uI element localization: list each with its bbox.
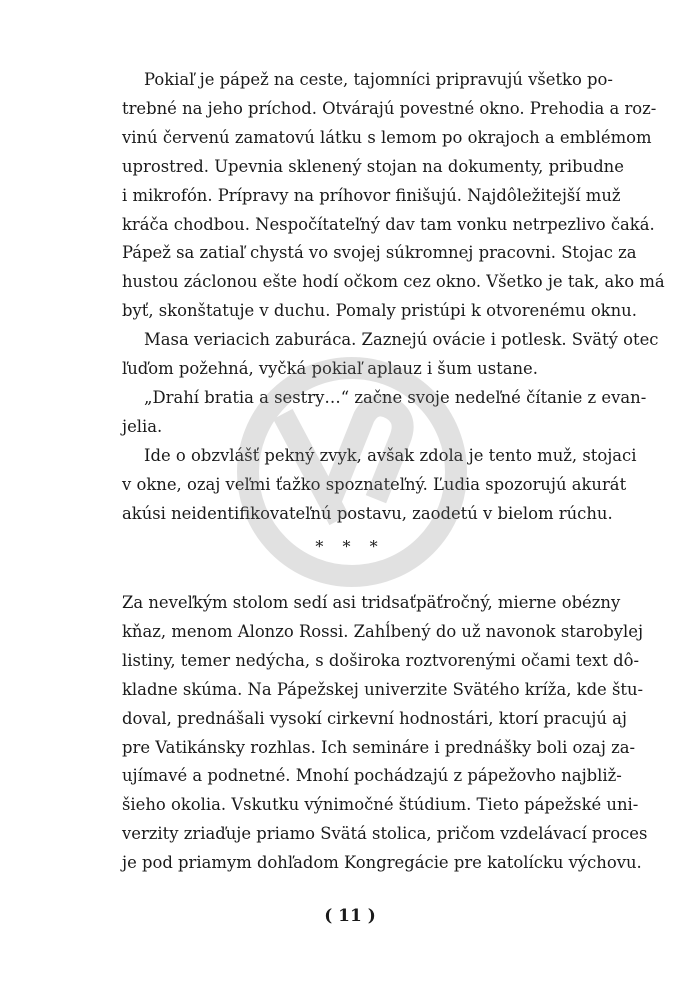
paragraph-1 (122, 66, 665, 326)
text-line: Pápež sa zatiaľ chystá vo svojej súkromnej pracovni. Stojac za (122, 243, 637, 263)
text-line: je pod priamym dohľadom Kongregácie pre katolícku výchovu. (122, 853, 642, 873)
text-line: jelia. (122, 416, 163, 436)
page-number: ( 11 ) (324, 906, 376, 926)
text-line: doval, prednášali vysokí cirkevní hodnostári, ktorí pracujú aj (122, 708, 627, 728)
text-section-1 (122, 66, 665, 529)
text-line: Masa veriacich zaburáca. Zaznejú ovácie i potlesk. Svätý otec (144, 330, 659, 350)
section-separator: * * * (315, 537, 385, 556)
text-line: ujímavé a podnetné. Mnohí pochádzajú z pápežovho najbliž- (122, 766, 622, 786)
text-line: v okne, ozaj veľmi ťažko spoznateľný. Ľudia spozorujú akurát (122, 474, 627, 494)
text-line: šieho okolia. Vskutku výnimočné štúdium. Tieto pápežské uni- (122, 795, 639, 815)
text-line: byť, skonštatuje v duchu. Pomaly pristúpi k otvorenému oknu. (122, 301, 637, 321)
text-line: trebné na jeho príchod. Otvárajú povestné okno. Prehodia a roz- (122, 98, 657, 118)
text-line: Za neveľkým stolom sedí asi tridsaťpäťročný, mierne obézny (122, 593, 621, 612)
text-line: „Drahí bratia a sestry…“ začne svoje nedeľné čítanie z evan- (144, 387, 647, 407)
text-line: kladne skúma. Na Pápežskej univerzite Svätého kríža, kde štu- (122, 679, 644, 699)
text-line: hustou záclonou ešte hodí očkom cez okno. Všetko je tak, ako má (122, 272, 665, 292)
text-line: akúsi neidentifikovateľnú postavu, zaodetú v bielom rúchu. (122, 503, 613, 523)
text-line: listiny, temer nedýcha, s doširoka roztvorenými očami text dô- (122, 650, 639, 670)
text-line: vinú červenú zamatovú látku s lemom po okrajoch a emblémom (122, 127, 652, 147)
text-line: i mikrofón. Prípravy na príhovor finišujú. Najdôležitejší muž (122, 185, 621, 205)
paragraph-5 (122, 589, 648, 878)
paragraph-4 (122, 442, 637, 529)
text-line: verzity zriaďuje priamo Svätá stolica, pričom vzdelávací proces (122, 824, 648, 844)
text-line: kráča chodbou. Nespočítateľný dav tam vonku netrpezlivo čaká. (122, 214, 655, 234)
text-line: ľuďom požehná, vyčká pokiaľ aplauz i šum ustane. (122, 359, 538, 379)
text-line: pre Vatikánsky rozhlas. Ich semináre i prednášky boli ozaj za- (122, 737, 636, 757)
text-section-2 (122, 589, 648, 878)
text-line: kňaz, menom Alonzo Rossi. Zahĺbený do už navonok starobylej (122, 621, 644, 641)
paragraph-3 (122, 384, 647, 442)
text-line: Ide o obzvlášť pekný zvyk, avšak zdola je tento muž, stojaci (144, 445, 637, 465)
text-line: Pokiaľ je pápež na ceste, tajomníci pripravujú všetko po- (144, 70, 613, 89)
paragraph-2 (122, 326, 659, 384)
text-line: uprostred. Upevnia sklenený stojan na dokumenty, pribudne (122, 156, 624, 176)
